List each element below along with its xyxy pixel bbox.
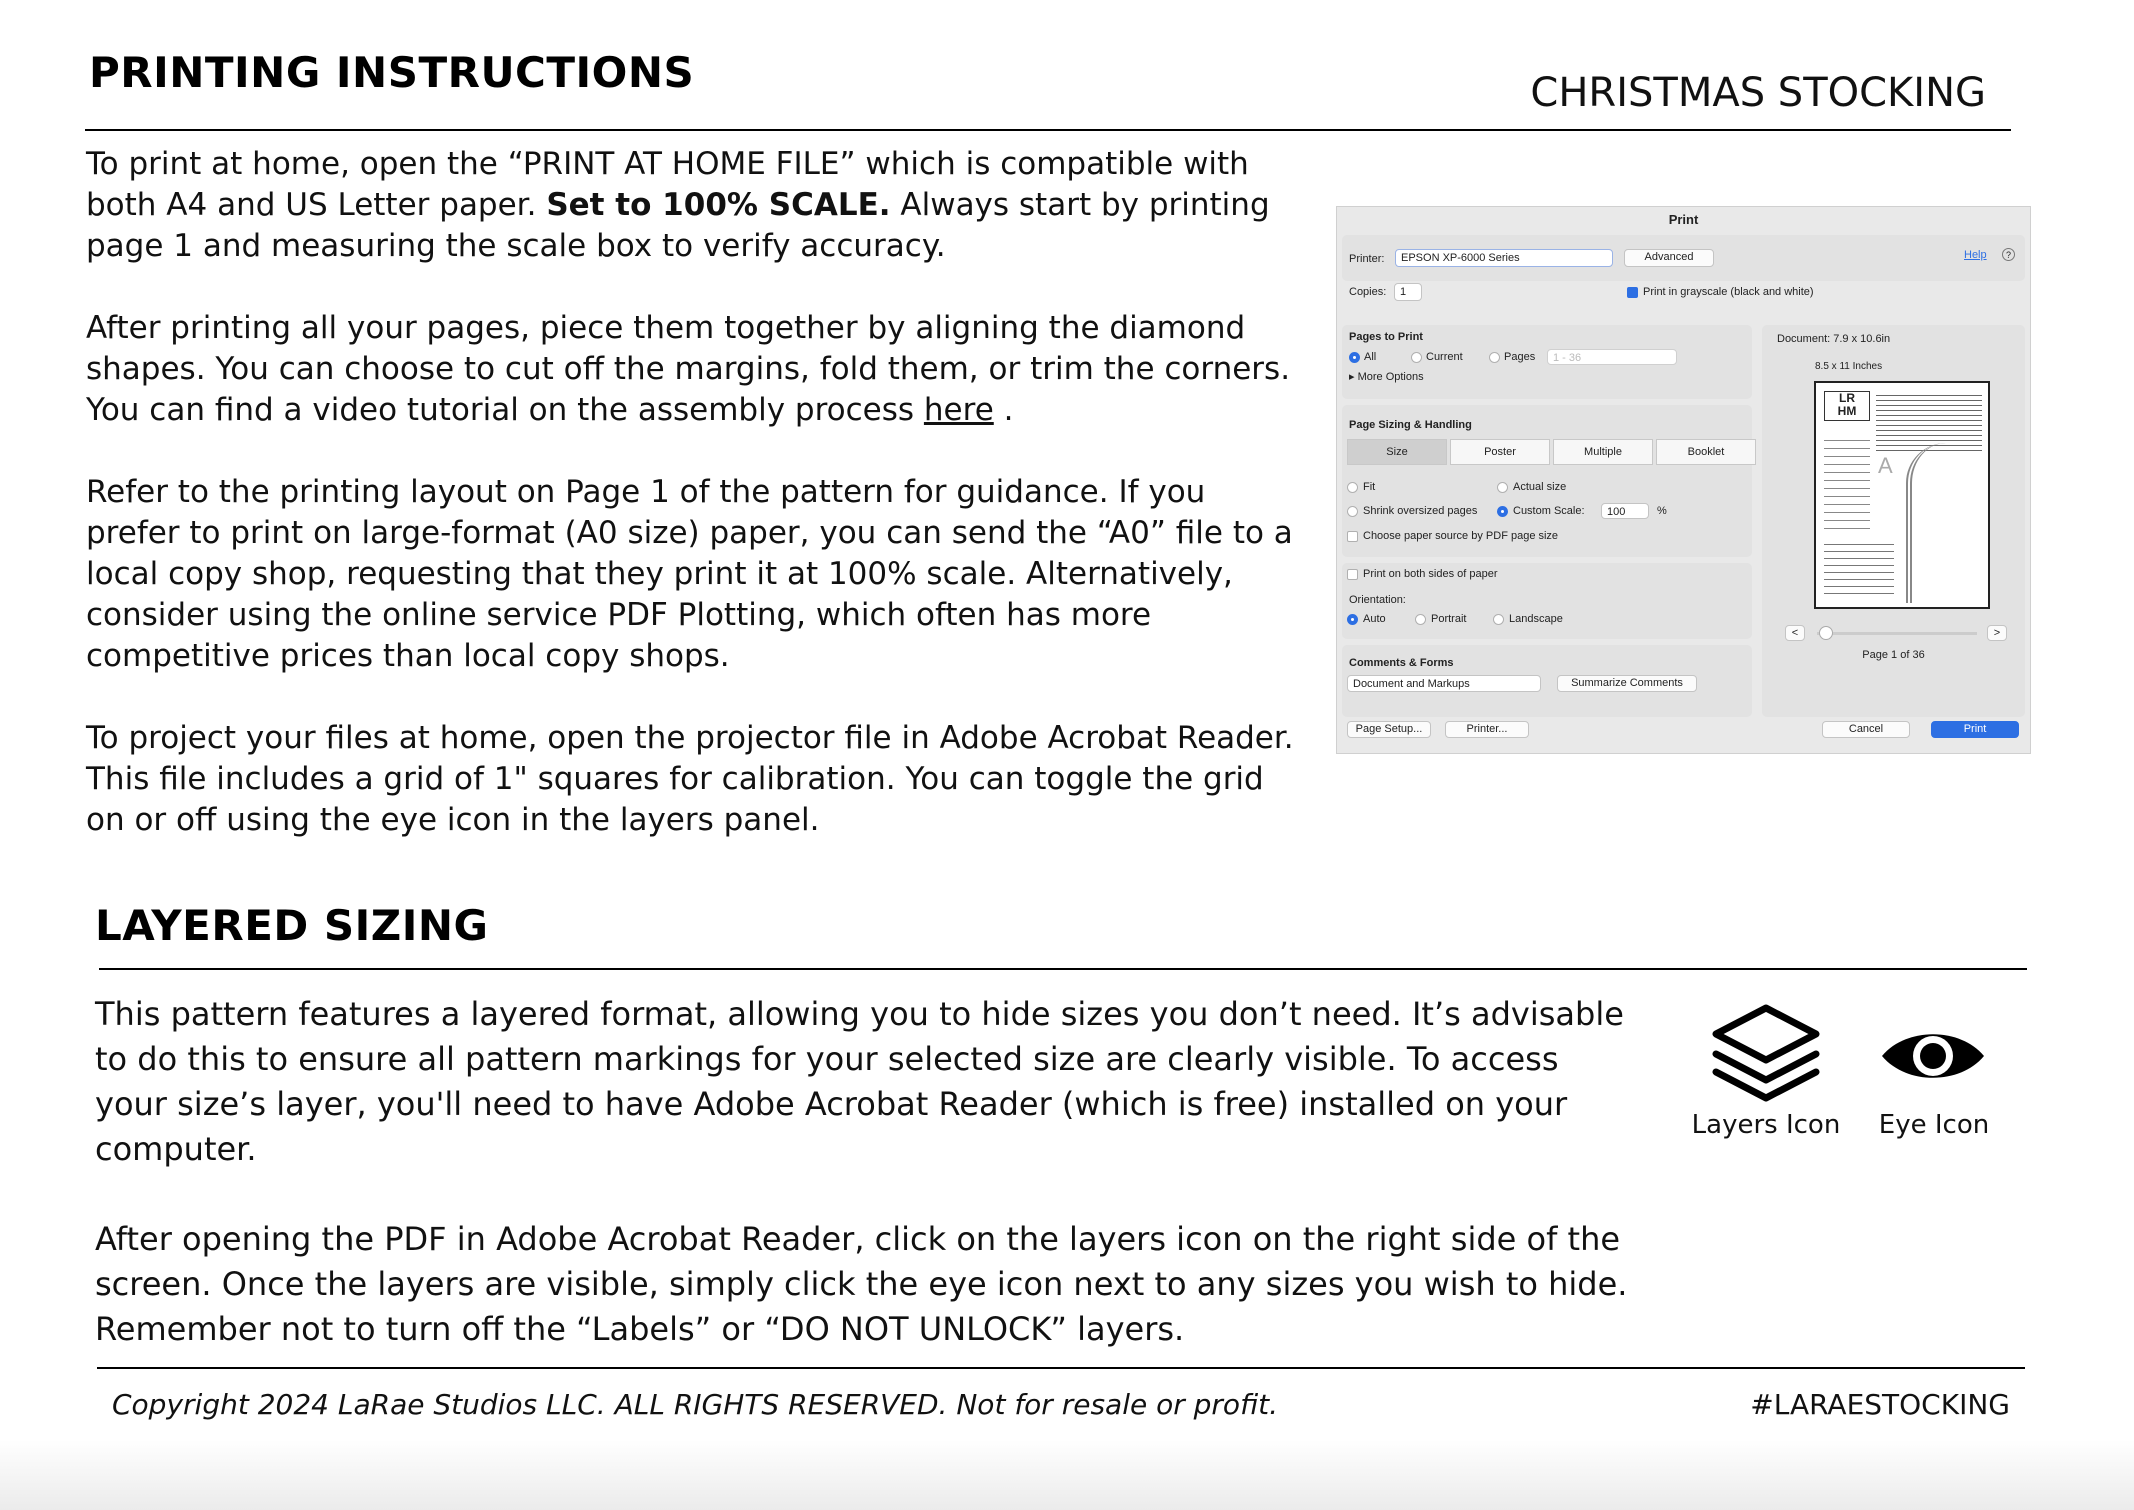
product-title: CHRISTMAS STOCKING	[1530, 70, 1986, 116]
scale-emphasis: Set to 100% SCALE.	[546, 187, 891, 223]
layers-icon-label: Layers Icon	[1691, 1110, 1841, 1140]
bottom-band	[0, 1440, 2134, 1510]
page-title: PRINTING INSTRUCTIONS	[89, 48, 695, 97]
hashtag: #LARAESTOCKING	[1750, 1388, 2010, 1421]
shrink-radio[interactable]	[1347, 506, 1358, 517]
layered-sizing-text	[95, 992, 1640, 1352]
pages-range-input[interactable]: 1 - 36	[1547, 349, 1677, 365]
summarize-comments-button[interactable]: Summarize Comments	[1557, 675, 1697, 692]
preview-slider[interactable]	[1817, 632, 1977, 635]
copyright-notice: Copyright 2024 LaRae Studios LLC. ALL RIGHTS RESERVED. Not for resale or profit.	[112, 1388, 1279, 1421]
layered-sizing-title: LAYERED SIZING	[95, 901, 489, 950]
more-options-toggle[interactable]: ▸ More Options	[1349, 371, 1424, 383]
tab-poster[interactable]: Poster	[1450, 439, 1550, 465]
print-paragraph-3: Refer to the printing layout on Page 1 of the pattern for guidance. If you prefer to print on large-format (A0 size) paper, you can send the “A0” file to a local copy shop, requesting that they print it at 100% scale. Alternatively, consider using the online service PDF Plotting, which often has more competitive prices than local copy shops.	[86, 474, 1293, 674]
page-preview: LR HM A	[1814, 381, 1990, 609]
layers-icon	[1708, 1002, 1824, 1102]
orientation-auto-radio[interactable]	[1347, 614, 1358, 625]
orientation-landscape-radio[interactable]	[1493, 614, 1504, 625]
pages-current-radio[interactable]	[1411, 352, 1422, 363]
preview-prev-button[interactable]: <	[1785, 625, 1805, 641]
tab-multiple[interactable]: Multiple	[1553, 439, 1653, 465]
page-setup-button[interactable]: Page Setup...	[1347, 721, 1431, 738]
preview-slider-thumb[interactable]	[1819, 626, 1833, 640]
layered-divider	[99, 968, 2027, 970]
footer-divider	[97, 1367, 2025, 1369]
layered-paragraph-1: This pattern features a layered format, allowing you to hide sizes you don’t need. It’s advisable to do this to ensure all pattern markings for your selected size are clearly visible. To access your size’s layer, you'll need to have Adobe Acrobat Reader (which is free) installed on your computer.	[95, 995, 1624, 1168]
eye-icon	[1878, 1025, 1988, 1087]
orientation-portrait-radio[interactable]	[1415, 614, 1426, 625]
advanced-button[interactable]: Advanced	[1624, 249, 1714, 267]
help-icon[interactable]: ?	[2002, 248, 2015, 261]
cancel-button[interactable]: Cancel	[1822, 721, 1910, 738]
paper-source-checkbox[interactable]	[1347, 531, 1358, 542]
dialog-title: Print	[1668, 212, 1699, 227]
custom-scale-radio[interactable]	[1497, 506, 1508, 517]
printing-instructions	[86, 144, 1301, 841]
both-sides-checkbox[interactable]	[1347, 569, 1358, 580]
print-dialog-screenshot: Print Printer: EPSON XP-6000 Series Advanced Help ? Copies: 1 Print in grayscale (black and white) Pages to Print All Current Pages 1 - 36 ▸ More Options Page Sizing & Handling Size Poster Multiple Booklet Fit Actual size Shrink oversized pages Custom Scale: 100 % Choose paper source by PDF page size Print on both sides of paper Orientation: Auto Portrait Landscape Comments & Forms Document and Markups Summarize Comments Document: 7.9 x 10.6in 8.5 x 11 Inches LR HM A < > Page 1 of 36 Page Setup... Printer... Cancel Print	[1336, 206, 2031, 754]
copies-input[interactable]: 1	[1394, 283, 1422, 301]
actual-size-radio[interactable]	[1497, 482, 1508, 493]
printer-button[interactable]: Printer...	[1445, 721, 1529, 738]
header-divider	[85, 129, 2011, 131]
tab-size[interactable]: Size	[1347, 439, 1447, 465]
preview-next-button[interactable]: >	[1987, 625, 2007, 641]
grayscale-checkbox[interactable]	[1627, 287, 1638, 298]
pages-range-radio[interactable]	[1489, 352, 1500, 363]
video-tutorial-link[interactable]: here	[923, 392, 994, 428]
custom-scale-input[interactable]: 100	[1601, 503, 1649, 519]
print-paragraph-4: To project your files at home, open the projector file in Adobe Acrobat Reader. This file includes a grid of 1" squares for calibration. You can toggle the grid on or off using the eye icon in the layers panel.	[86, 720, 1294, 838]
pages-all-radio[interactable]	[1349, 352, 1360, 363]
fit-radio[interactable]	[1347, 482, 1358, 493]
comments-select[interactable]: Document and Markups	[1347, 675, 1541, 692]
eye-icon-label: Eye Icon	[1878, 1110, 1990, 1140]
print-button[interactable]: Print	[1931, 721, 2019, 738]
help-link[interactable]: Help	[1964, 249, 1987, 261]
print-paragraph-2: After printing all your pages, piece them together by aligning the diamond shapes. You can choose to cut off the margins, fold them, or trim the corners. You can find a video tutorial on the assembly process here .	[86, 310, 1291, 428]
print-paragraph-1: To print at home, open the “PRINT AT HOME FILE” which is compatible with both A4 and US Letter paper. Set to 100% SCALE. Always start by printing page 1 and measuring the scale box to verify accuracy.	[86, 146, 1270, 264]
tab-booklet[interactable]: Booklet	[1656, 439, 1756, 465]
layered-paragraph-2: After opening the PDF in Adobe Acrobat Reader, click on the layers icon on the right side of the screen. Once the layers are visible, simply click the eye icon next to any sizes you wish to hide. Remember not to turn off the “Labels” or “DO NOT UNLOCK” layers.	[95, 1220, 1628, 1348]
printer-select[interactable]: EPSON XP-6000 Series	[1395, 249, 1613, 267]
